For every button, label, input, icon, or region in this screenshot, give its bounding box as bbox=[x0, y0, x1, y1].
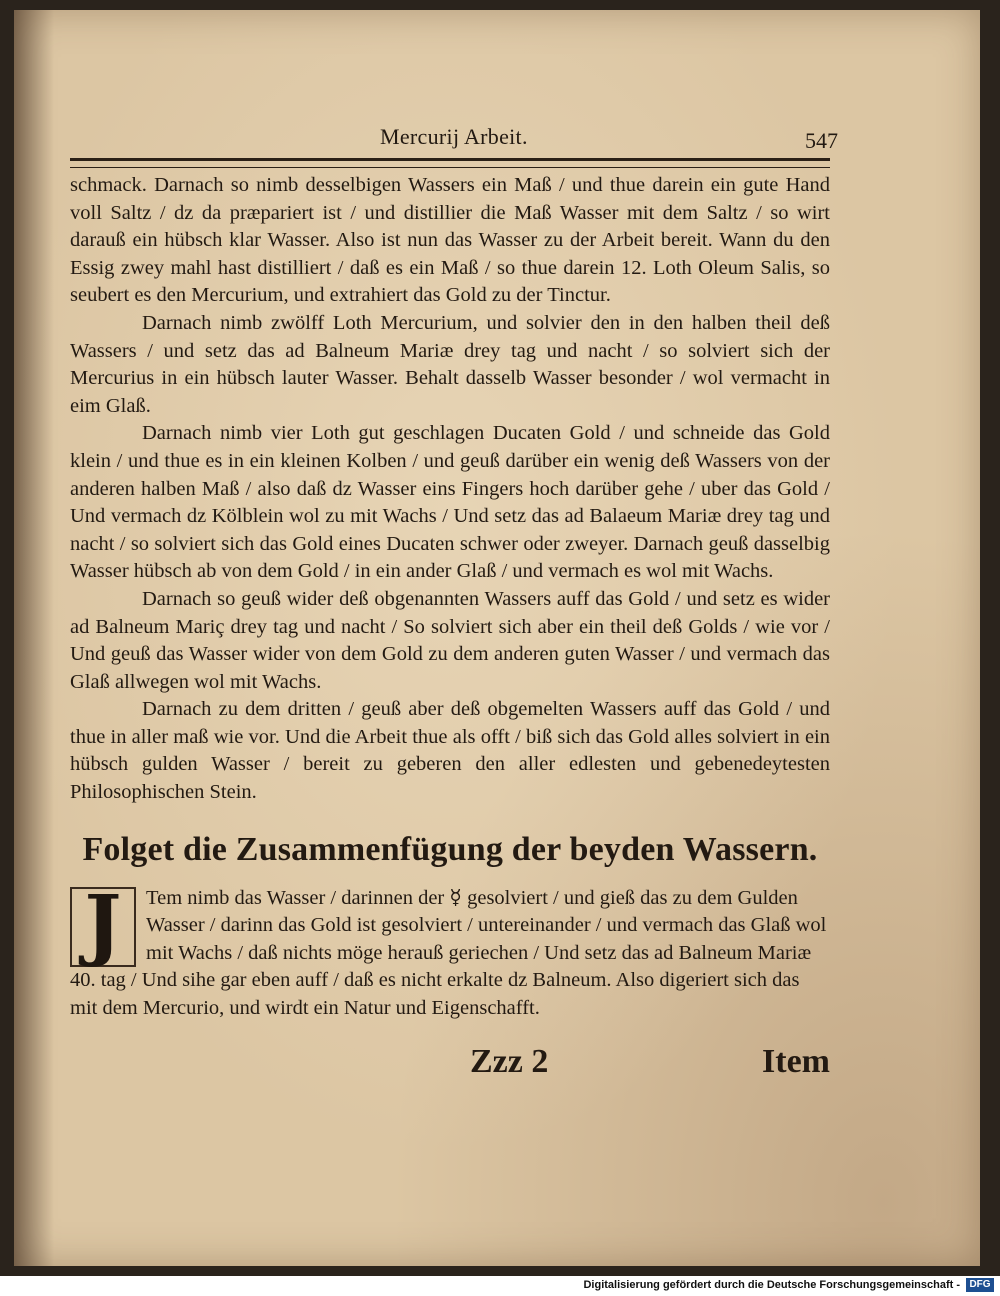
credit-text: Digitalisierung gefördert durch die Deutsche Forschungsgemeinschaft - bbox=[583, 1279, 960, 1291]
header-rule bbox=[70, 158, 830, 168]
paragraph: schmack. Darnach so nimb desselbigen Wassers ein Maß / und thue darein ein gute Hand voll Saltz / dz da præpariert ist / und distillier die Maß Wasser mit dem Saltz / so wirt darauß ein hübsch klar Wasser. Also ist nun das Wasser zu der Arbeit bereit. Wann du den Essig zwey mahl hast distilliert / daß es ein Maß / so thue darein 12. Loth Oleum Salis, so seubert es den Mercurium, und extrahiert das Gold zu der Tinctur. bbox=[70, 174, 830, 307]
running-title: Mercurij Arbeit. bbox=[380, 124, 528, 149]
book-page bbox=[14, 10, 980, 1266]
section-paragraph bbox=[70, 878, 830, 1023]
catchword: Item bbox=[762, 1042, 830, 1080]
decorated-initial: J bbox=[70, 887, 136, 967]
section-heading: Folget die Zusammenfügung der beyden Wassern. bbox=[82, 830, 818, 868]
paragraph: Darnach zu dem dritten / geuß aber deß obgemelten Wassers auff das Gold / und thue in aller maß wie vor. Und die Arbeit thue als offt / biß sich das Gold alles solviert in ein hübsch gulden Wasser / bereit zu geberen den aller edlesten und gebenedeytesten Philosophischen Stein. bbox=[70, 698, 830, 804]
dfg-logo[interactable]: DFG bbox=[966, 1278, 994, 1292]
paragraph: Darnach nimb zwölff Loth Mercurium, und solvier den in den halben theil deß Wassers / und setz das ad Balneum Mariæ drey tag und nacht / so solviert sich der Mercurius in ein hübsch lauter Wasser. Behalt dasselb Wasser besonder / wol vermacht in eim Glaß. bbox=[70, 311, 830, 417]
page-gutter-shadow bbox=[14, 10, 54, 1266]
signature-mark: Zzz 2 bbox=[470, 1042, 549, 1080]
section-text: Tem nimb das Wasser / darinnen der ☿ gesolviert / und gieß das zu dem Gulden Wasser / darinn das Gold ist gesolviert / untereinander / und vermach das Glaß wol mit Wachs / daß nichts möge herauß geriechen / Und setz das ad Balneum Mariæ 40. tag / Und sihe gar eben auff / daß es nicht erkalte dz Balneum. Also digeriert sich das mit dem Mercurio, und wirdt ein Natur und Eigenschafft. bbox=[70, 886, 827, 1020]
page-number: 547 bbox=[805, 128, 838, 153]
page-footer bbox=[70, 1043, 830, 1103]
text-block bbox=[70, 120, 838, 1103]
paragraph: Darnach so geuß wider deß obgenannten Wassers auff das Gold / und setz es wider ad Balneum Mariç drey tag und nacht / So solviert sich aber ein theil deß Golds / wie vor / Und geuß das Wasser wider von dem Gold zu dem anderen guten Wasser / und vermach das Glaß allwegen wol mit Wachs. bbox=[70, 587, 830, 693]
credit-bar bbox=[0, 1276, 1000, 1296]
page-header bbox=[70, 120, 838, 158]
paragraph: Darnach nimb vier Loth gut geschlagen Ducaten Gold / und schneide das Gold klein / und thue es in ein kleinen Kolben / und geuß darüber ein wenig deß Wassers von der anderen halben Maß / also daß dz Wasser eins Fingers hoch darüber gehe / uber das Gold / Und vermach dz Kölblein wol zu mit Wachs / Und setz das ad Balaeum Mariæ drey tag und nacht / so solviert sich das Gold eines Ducaten schwer oder zweyer. Darnach geuß dasselbig Wasser hübsch ab von dem Gold / in ein ander Glaß / und vermach es wol mit Wachs. bbox=[70, 422, 830, 583]
